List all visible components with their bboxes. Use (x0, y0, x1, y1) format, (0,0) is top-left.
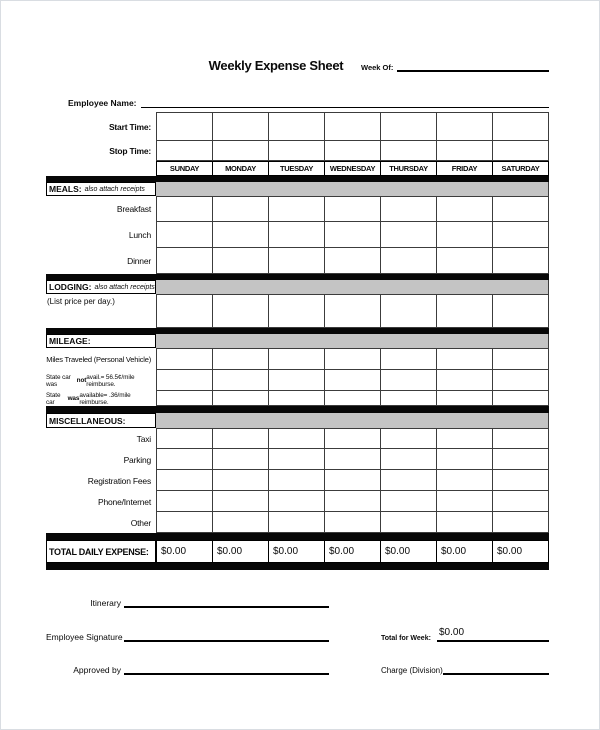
label-text: available= .36/mile reimburse. (79, 391, 131, 406)
dinner-cells (156, 248, 549, 274)
other-cell (436, 512, 492, 533)
stop-time-cell (156, 141, 212, 161)
breakfast-cell (156, 196, 212, 222)
lodging-section-header (46, 280, 549, 294)
itinerary-blank-line (124, 596, 329, 608)
taxi-cell (156, 428, 212, 449)
lodging-cells (156, 294, 549, 328)
state-car-not-avail-label (46, 370, 156, 391)
lodging-row (46, 294, 549, 328)
parking-cell (380, 449, 436, 470)
miles-traveled-cell (492, 348, 549, 370)
mileage-cell (436, 370, 492, 391)
other-row (46, 512, 549, 533)
other-cell (212, 512, 268, 533)
parking-cell (324, 449, 380, 470)
other-label: Other (130, 517, 151, 528)
day-header-friday: FRIDAY (437, 161, 493, 176)
mileage-header-gray-band (156, 334, 549, 348)
phone-cell (492, 491, 549, 512)
breakfast-cell (380, 196, 436, 222)
mileage-cell (212, 391, 268, 406)
phone-internet-cells (156, 491, 549, 512)
stop-time-label: Stop Time: (109, 146, 151, 156)
employee-signature-label: Employee Signature (46, 632, 123, 642)
other-cells (156, 512, 549, 533)
stop-time-cell (268, 141, 324, 161)
total-divider-bar (46, 563, 549, 570)
misc-header-gray-band (156, 413, 549, 428)
lodging-cell (324, 294, 380, 328)
day-header-row (46, 161, 549, 176)
miles-traveled-cell (268, 348, 324, 370)
stop-time-cell (212, 141, 268, 161)
dinner-cell (156, 248, 212, 274)
mileage-cell (324, 370, 380, 391)
parking-cell (212, 449, 268, 470)
document-header (46, 58, 549, 78)
taxi-label: Taxi (136, 433, 151, 444)
stop-time-cell (492, 141, 549, 161)
total-for-week-group (381, 627, 549, 642)
day-header-tuesday: TUESDAY (269, 161, 325, 176)
dinner-cell (436, 248, 492, 274)
lunch-cell (380, 222, 436, 248)
breakfast-cell (212, 196, 268, 222)
employee-name-blank-line (141, 98, 550, 108)
registration-cell (436, 470, 492, 491)
registration-fees-cells (156, 470, 549, 491)
dinner-cell (324, 248, 380, 274)
itinerary-row (46, 596, 549, 608)
other-cell (324, 512, 380, 533)
taxi-cell (212, 428, 268, 449)
registration-fees-row (46, 470, 549, 491)
week-of-blank-line (397, 61, 549, 72)
taxi-cell (268, 428, 324, 449)
mileage-cell (156, 391, 212, 406)
phone-internet-row (46, 491, 549, 512)
stop-time-cell (436, 141, 492, 161)
mileage-section-header (46, 334, 549, 348)
state-car-not-avail-cells (156, 370, 549, 391)
misc-title-box (46, 413, 156, 428)
state-car-avail-label (46, 391, 156, 406)
miles-traveled-row (46, 348, 549, 370)
lunch-cell (268, 222, 324, 248)
misc-section-header (46, 413, 549, 428)
section-divider-bar (46, 406, 549, 413)
registration-cell (380, 470, 436, 491)
start-time-cell (156, 112, 212, 141)
signature-footer (46, 596, 549, 675)
parking-row (46, 449, 549, 470)
day-header-monday: MONDAY (213, 161, 269, 176)
dinner-label: Dinner (127, 256, 151, 266)
taxi-cell (436, 428, 492, 449)
start-time-cell (268, 112, 324, 141)
lunch-cells (156, 222, 549, 248)
lodging-header-gray-band (156, 280, 549, 294)
charge-division-blank-line (443, 673, 549, 675)
lodging-cell (436, 294, 492, 328)
stop-time-row (46, 141, 549, 161)
lunch-cell (156, 222, 212, 248)
stop-time-cell (380, 141, 436, 161)
total-for-week-stack (437, 627, 549, 642)
parking-cell (156, 449, 212, 470)
lunch-label: Lunch (128, 230, 151, 240)
dinner-cell (492, 248, 549, 274)
charge-division-stack (443, 673, 549, 675)
total-friday: $0.00 (436, 540, 492, 563)
dinner-cell (268, 248, 324, 274)
day-header-spacer (46, 161, 156, 176)
lodging-subnote: (List price per day.) (47, 297, 115, 306)
label-bold-text: not (76, 377, 87, 384)
day-header-cells (156, 161, 549, 176)
registration-cell (156, 470, 212, 491)
lodging-title-box (46, 280, 156, 294)
miles-traveled-cell (156, 348, 212, 370)
breakfast-row (46, 196, 549, 222)
other-cell (268, 512, 324, 533)
mileage-cell (492, 370, 549, 391)
state-car-not-avail-row (46, 370, 549, 391)
taxi-cells (156, 428, 549, 449)
dinner-cell (380, 248, 436, 274)
mileage-title-box (46, 334, 156, 348)
meals-note: also attach receipts (84, 185, 145, 193)
start-time-cell (436, 112, 492, 141)
lunch-cell (436, 222, 492, 248)
phone-internet-label: Phone/Internet (98, 496, 151, 507)
total-tuesday: $0.00 (268, 540, 324, 563)
mileage-cell (212, 370, 268, 391)
breakfast-cell (436, 196, 492, 222)
lodging-cell (212, 294, 268, 328)
lodging-note: also attach receipts (94, 283, 155, 291)
approved-by-label: Approved by (73, 665, 121, 675)
phone-cell (436, 491, 492, 512)
miles-traveled-cell (436, 348, 492, 370)
breakfast-cell (492, 196, 549, 222)
start-time-cells (156, 112, 549, 141)
total-thursday: $0.00 (380, 540, 436, 563)
lunch-cell (212, 222, 268, 248)
day-header-saturday: SATURDAY (493, 161, 549, 176)
week-of-label: Week Of: (361, 63, 394, 72)
total-monday: $0.00 (212, 540, 268, 563)
footer-spacer (46, 642, 549, 663)
misc-title: MISCELLANEOUS: (49, 415, 126, 426)
start-time-cell (212, 112, 268, 141)
start-time-row (46, 112, 549, 141)
dinner-cell (212, 248, 268, 274)
employee-name-row (46, 95, 549, 108)
week-of-group (361, 61, 549, 72)
breakfast-label: Breakfast (116, 204, 151, 214)
breakfast-cell (324, 196, 380, 222)
label-bold-text: was (67, 395, 80, 402)
phone-cell (380, 491, 436, 512)
other-cell (492, 512, 549, 533)
lunch-cell (492, 222, 549, 248)
total-sunday: $0.00 (156, 540, 212, 563)
lodging-cell (156, 294, 212, 328)
stop-time-cells (156, 141, 549, 161)
total-wednesday: $0.00 (324, 540, 380, 563)
taxi-cell (324, 428, 380, 449)
total-for-week-blank-line (437, 640, 549, 642)
start-time-label: Start Time: (108, 121, 151, 132)
breakfast-cell (268, 196, 324, 222)
phone-cell (156, 491, 212, 512)
other-cell (380, 512, 436, 533)
registration-cell (212, 470, 268, 491)
total-for-week-value: $0.00 (439, 627, 465, 638)
itinerary-label: Itinerary (90, 598, 121, 608)
start-time-cell (492, 112, 549, 141)
footer-spacer (46, 608, 549, 627)
start-time-cell (324, 112, 380, 141)
mileage-cell (380, 391, 436, 406)
parking-cell (492, 449, 549, 470)
approved-by-row (46, 663, 549, 675)
mileage-cell (156, 370, 212, 391)
registration-fees-label: Registration Fees (87, 475, 151, 486)
total-divider-bar (46, 533, 549, 540)
label-text: State car (46, 391, 61, 406)
page-title: Weekly Expense Sheet (208, 58, 344, 73)
charge-division-group (381, 666, 549, 675)
document (46, 1, 549, 675)
mileage-cell (268, 391, 324, 406)
employee-signature-blank-line (124, 630, 329, 642)
taxi-row (46, 428, 549, 449)
registration-cell (324, 470, 380, 491)
lodging-cell (268, 294, 324, 328)
charge-division-label: Charge (Division) (381, 666, 443, 675)
taxi-cell (380, 428, 436, 449)
phone-cell (324, 491, 380, 512)
state-car-avail-row (46, 391, 549, 406)
employee-signature-row (46, 627, 549, 642)
registration-cell (268, 470, 324, 491)
parking-cell (268, 449, 324, 470)
label-text: State car was (46, 373, 71, 388)
parking-label: Parking (123, 454, 151, 465)
label-text: avail.= 56.5¢/mile reimburse. (86, 373, 135, 388)
mileage-cell (324, 391, 380, 406)
day-header-wednesday: WEDNESDAY (325, 161, 381, 176)
total-daily-expense-label: TOTAL DAILY EXPENSE: (46, 540, 156, 563)
mileage-cell (380, 370, 436, 391)
phone-cell (212, 491, 268, 512)
lodging-cell (380, 294, 436, 328)
meals-section-header (46, 182, 549, 196)
miles-traveled-cell (324, 348, 380, 370)
taxi-cell (492, 428, 549, 449)
meals-title-box (46, 182, 156, 196)
mileage-cell (492, 391, 549, 406)
miles-traveled-cell (212, 348, 268, 370)
mileage-cell (268, 370, 324, 391)
mileage-title: MILEAGE: (49, 336, 91, 346)
stop-time-cell (324, 141, 380, 161)
meals-header-gray-band (156, 182, 549, 196)
other-cell (156, 512, 212, 533)
phone-cell (268, 491, 324, 512)
state-car-avail-cells (156, 391, 549, 406)
total-daily-expense-row (46, 540, 549, 563)
employee-name-label: Employee Name: (68, 98, 137, 108)
mileage-cell (436, 391, 492, 406)
registration-cell (492, 470, 549, 491)
total-for-week-label: Total for Week: (381, 635, 431, 642)
dinner-row (46, 248, 549, 274)
total-saturday: $0.00 (492, 540, 549, 563)
parking-cell (436, 449, 492, 470)
lodging-cell (492, 294, 549, 328)
approved-by-blank-line (124, 663, 329, 675)
breakfast-cells (156, 196, 549, 222)
day-header-sunday: SUNDAY (156, 161, 213, 176)
day-header-thursday: THURSDAY (381, 161, 437, 176)
parking-cells (156, 449, 549, 470)
miles-traveled-cells (156, 348, 549, 370)
lunch-cell (324, 222, 380, 248)
miles-traveled-cell (380, 348, 436, 370)
lunch-row (46, 222, 549, 248)
meals-title: MEALS: (49, 184, 82, 194)
lodging-title: LODGING: (49, 282, 92, 292)
miles-traveled-label: Miles Traveled (Personal Vehicle) (46, 354, 151, 364)
start-time-cell (380, 112, 436, 141)
